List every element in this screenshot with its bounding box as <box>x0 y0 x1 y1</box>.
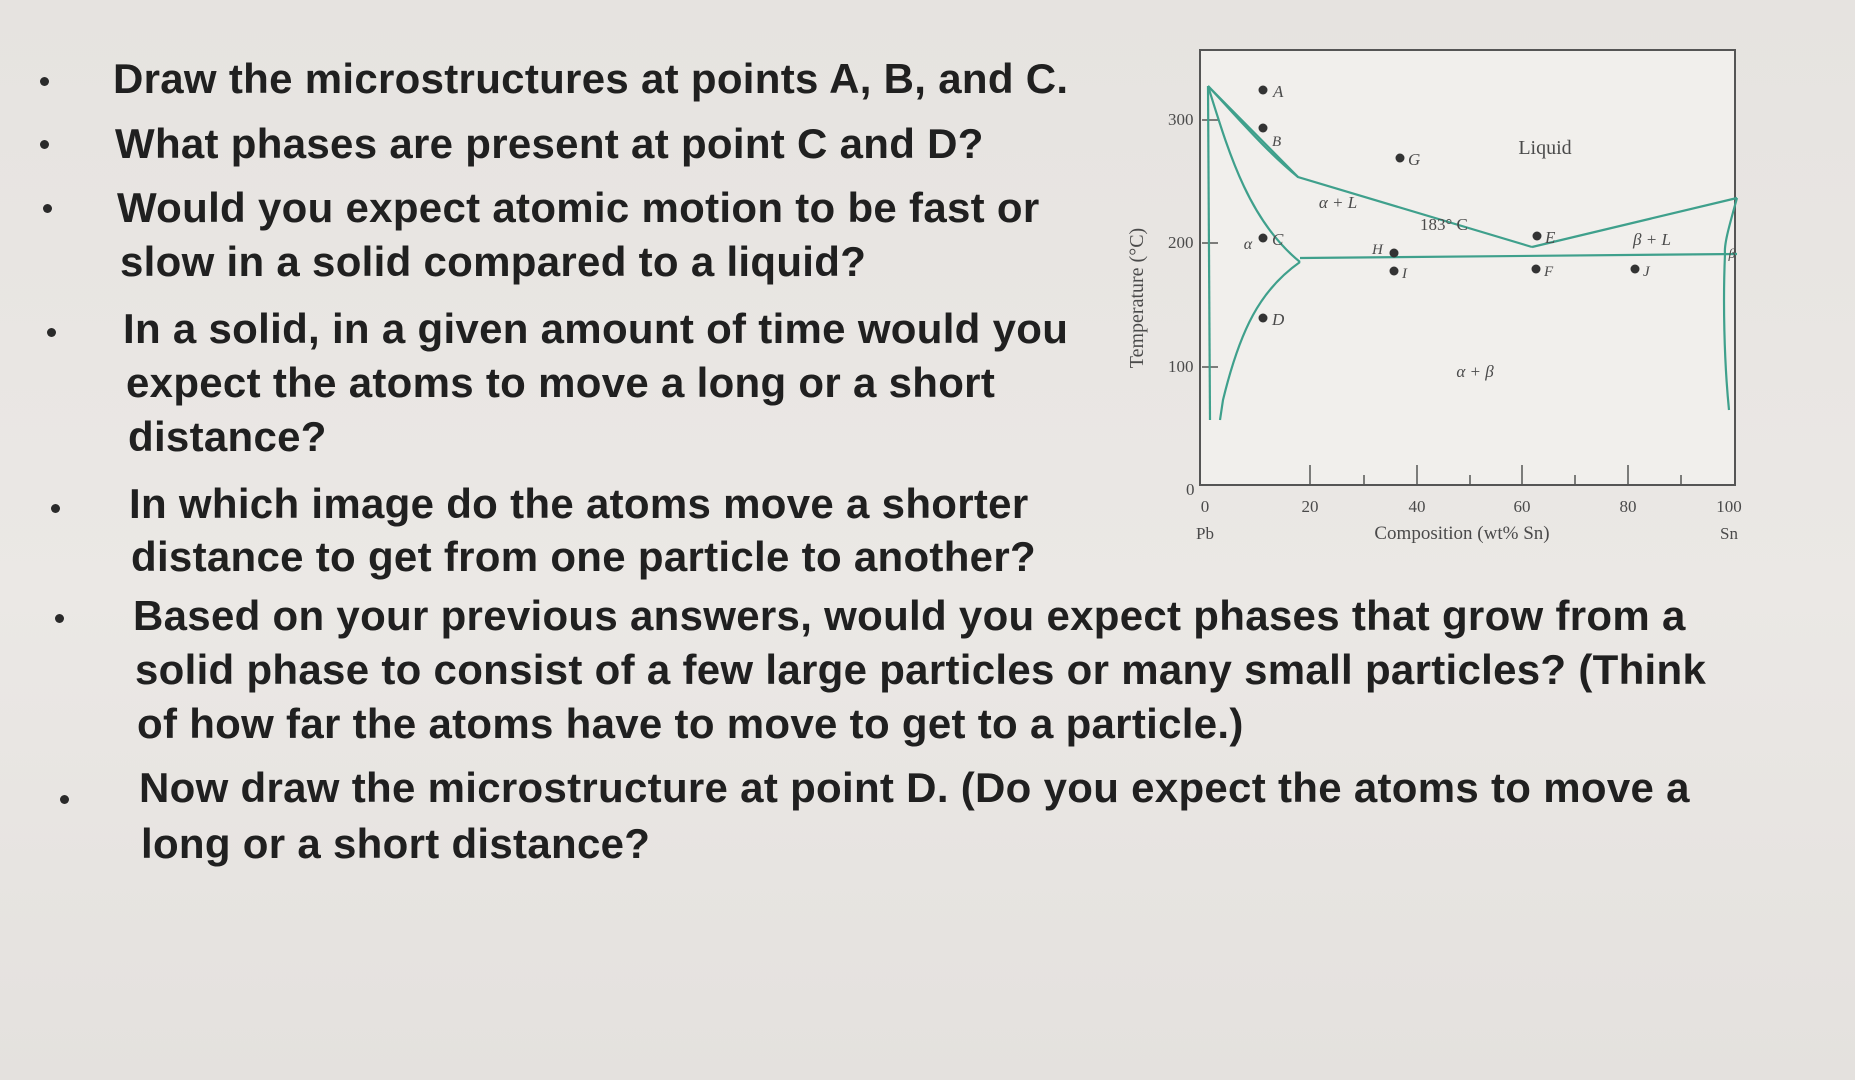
y-tick-100: 100 <box>1168 357 1194 376</box>
question-4-line-2: expect the atoms to move a long or a short <box>126 359 996 406</box>
question-5-line-2: distance to get from one particle to another? <box>131 533 1036 580</box>
question-3-line-2: slow in a solid compared to a liquid? <box>120 238 867 285</box>
point-h-label: H <box>1372 242 1383 258</box>
x-end-left-label: Pb <box>1196 524 1214 543</box>
region-alpha: α <box>1243 236 1253 253</box>
question-6-line-1: Based on your previous answers, would you expect phases that grow from a <box>133 592 1686 639</box>
point-c-dot <box>1259 234 1268 243</box>
question-5-line-1: In which image do the atoms move a shorter <box>129 480 1029 527</box>
y-tick-300: 300 <box>1168 110 1194 129</box>
region-alpha-beta: α + β <box>1456 362 1494 381</box>
question-7-line-1: Now draw the microstructure at point D. (Do you expect the atoms to move a <box>139 764 1690 811</box>
bullet <box>60 795 69 804</box>
x-end-right-label: Sn <box>1720 524 1738 543</box>
bullet <box>51 504 60 513</box>
question-6-line-2: solid phase to consist of a few large particles or many small particles? (Think <box>135 646 1707 693</box>
region-liquid: Liquid <box>1518 137 1572 159</box>
bullet <box>43 204 52 213</box>
x-tick-0: 0 <box>1200 497 1210 516</box>
point-j-label: J <box>1643 264 1650 280</box>
point-e-label: E <box>1545 228 1556 247</box>
eutectic-temp-label: 183° C <box>1420 215 1468 234</box>
point-c-label: C <box>1272 230 1284 249</box>
region-beta: β <box>1728 247 1736 262</box>
point-b-dot <box>1259 124 1268 133</box>
phase-diagram <box>1120 40 1770 560</box>
y-tick-0: 0 <box>1186 480 1195 499</box>
y-axis-label: Temperature (°C) <box>1126 227 1148 369</box>
point-e-dot <box>1533 232 1542 241</box>
question-6-line-3: of how far the atoms have to move to get to a particle.) <box>137 700 1244 747</box>
point-b-label: B <box>1272 134 1282 150</box>
point-i-dot <box>1390 267 1399 276</box>
question-7-line-2: long or a short distance? <box>141 820 651 867</box>
point-h-dot <box>1390 249 1399 258</box>
bullet <box>40 140 49 149</box>
question-4-line-3: distance? <box>128 413 327 460</box>
x-tick-100: 100 <box>1716 497 1742 516</box>
point-a-label: A <box>1273 82 1284 101</box>
plot-frame <box>1200 50 1735 485</box>
x-tick-60: 60 <box>1513 497 1531 516</box>
point-j-dot <box>1631 265 1640 274</box>
question-3-line-1: Would you expect atomic motion to be fast or <box>117 184 1040 231</box>
bullet <box>47 328 56 337</box>
x-tick-20: 20 <box>1301 497 1319 516</box>
point-f-label: F <box>1544 264 1554 280</box>
region-beta-l: β + L <box>1633 230 1671 249</box>
point-d-label: D <box>1272 310 1285 329</box>
x-axis-label: Composition (wt% Sn) <box>1374 523 1550 544</box>
point-d-dot <box>1259 314 1268 323</box>
bullet <box>55 614 64 623</box>
point-f-dot <box>1532 265 1541 274</box>
question-4-line-1: In a solid, in a given amount of time would you <box>123 305 1069 352</box>
region-alpha-l: α + L <box>1318 193 1358 212</box>
bullet <box>40 77 49 86</box>
question-1-line-1: Draw the microstructures at points A, B, and C. <box>113 55 1069 102</box>
point-g-label: G <box>1408 150 1421 169</box>
x-tick-40: 40 <box>1408 497 1426 516</box>
point-g-dot <box>1396 154 1405 163</box>
x-tick-80: 80 <box>1619 497 1637 516</box>
question-2-line-1: What phases are present at point C and D? <box>115 120 984 167</box>
point-a-dot <box>1259 86 1268 95</box>
point-i-label: I <box>1402 266 1407 282</box>
y-tick-200: 200 <box>1168 233 1194 252</box>
